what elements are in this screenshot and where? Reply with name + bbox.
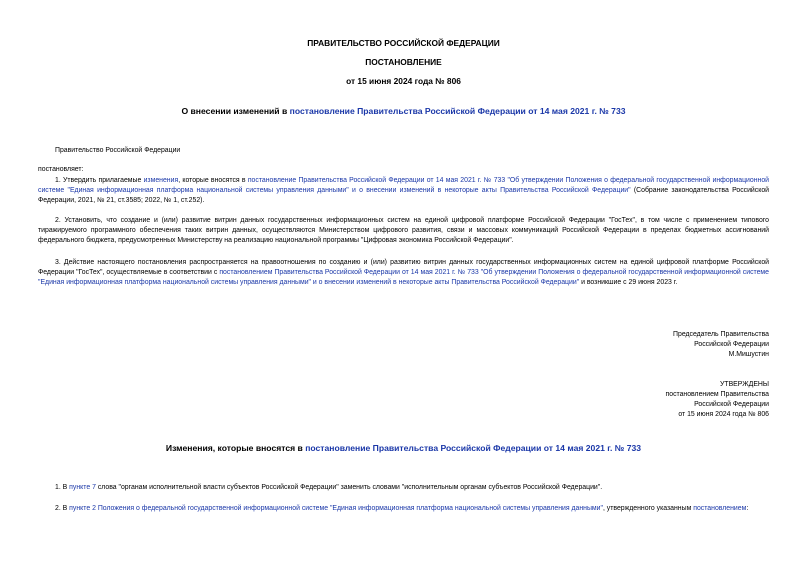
c2-text-2: , утвержденного указанным	[602, 505, 694, 512]
approved-line2: постановлением Правительства	[665, 391, 769, 398]
p1-text-3: (Собрание законодательства Российской Федерации, 2021, № 21, ст.3585; 2022, № 1, ст.252).	[38, 187, 769, 204]
document-title	[0, 106, 807, 116]
date-number: от 15 июня 2024 года № 806	[346, 76, 461, 86]
p1-text-2: , которые вносятся в	[178, 177, 248, 184]
title-link[interactable]: постановление Правительства Российской Федерации от 14 мая 2021 г. № 733	[289, 106, 626, 116]
c2-text-3: :	[746, 505, 749, 512]
c2-link-resolution[interactable]: постановлением	[693, 505, 747, 512]
signature-name: М.Мишустин	[728, 351, 769, 358]
changes-title-prefix: Изменения, которые вносятся в	[165, 443, 306, 453]
c1-text-2: слова "органам исполнительной власти субъектов Российской Федерации" заменить словами "исполнительным органам субъектов Российской Федерации".	[95, 484, 603, 491]
approved-block	[666, 380, 770, 420]
c2-link-point2[interactable]: пункте 2 Положения о федеральной государственной информационной системе "Единая информационная платформа национальной системы управления данными"	[69, 505, 603, 512]
p3-text-2: и возникшие с 29 июня 2023 г.	[579, 279, 678, 286]
c1-link-point7[interactable]: пункте 7	[69, 484, 96, 491]
paragraph-2: 2. Установить, что создание и (или) развитие витрин данных государственных информационных систем на единой цифровой платформе Российской Федерации "ГосТех", в том числе с применением типового тиражируемого программного обеспечения таких витрин данных, осуществляются Министерством цифрового развития, связи и массовых коммуникаций Российской Федерации в пределах бюджетных ассигнований федерального бюджета, предусмотренных Министерству на реализацию национальной программы "Цифровая экономика Российской Федерации".	[38, 217, 769, 244]
p1-link-changes[interactable]: изменения	[143, 177, 179, 184]
p3-link-resolution[interactable]: постановлением Правительства Российской Федерации от 14 мая 2021 г. № 733 "Об утверждении Положения о федеральной государственной информационной системе "Единая информационная платформа национальной системы управления данными" и о внесении изменений в некоторые акты Правительства Российской Федерации"	[38, 269, 769, 286]
signature-line2: Российской Федерации	[694, 341, 769, 348]
c1-text-1: 1. В	[55, 484, 70, 491]
p1-text-1: 1. Утвердить прилагаемые	[55, 177, 144, 184]
change-2	[38, 504, 769, 514]
title-prefix: О внесении изменений в	[181, 106, 290, 116]
government-heading: ПРАВИТЕЛЬСТВО РОССИЙСКОЙ ФЕДЕРАЦИИ	[307, 38, 500, 48]
doc-type-heading: ПОСТАНОВЛЕНИЕ	[365, 57, 442, 67]
change-1	[38, 483, 769, 493]
p3-text-1: 3. Действие настоящего постановления распространяется на правоотношения по созданию и (или) развитию витрин данных государственных информационных систем на единой цифровой платформе Российской Федерации "ГосТех", осуществляемые в соответствии с	[38, 259, 769, 276]
paragraph-1	[38, 176, 769, 206]
signature-block	[673, 330, 769, 360]
changes-title-link[interactable]: постановление Правительства Российской Федерации от 14 мая 2021 г. № 733	[305, 443, 642, 453]
preamble-line1: Правительство Российской Федерации	[55, 147, 181, 154]
approved-line4: от 15 июня 2024 года № 806	[678, 411, 769, 418]
p1-link-resolution[interactable]: постановление Правительства Российской Федерации от 14 мая 2021 г. № 733 "Об утверждении Положения о федеральной государственной информационной системе "Единая информационная платформа национальной системы управления данными" и о внесении изменений в некоторые акты Правительства Российской Федерации"	[38, 177, 769, 194]
preamble-line2: постановляет:	[38, 166, 84, 173]
signature-line1: Председатель Правительства	[673, 331, 769, 338]
paragraph-3	[38, 258, 769, 288]
changes-title	[0, 443, 807, 453]
c2-text-1: 2. В	[55, 505, 70, 512]
approved-line1: УТВЕРЖДЕНЫ	[720, 381, 769, 388]
approved-line3: Российской Федерации	[694, 401, 769, 408]
